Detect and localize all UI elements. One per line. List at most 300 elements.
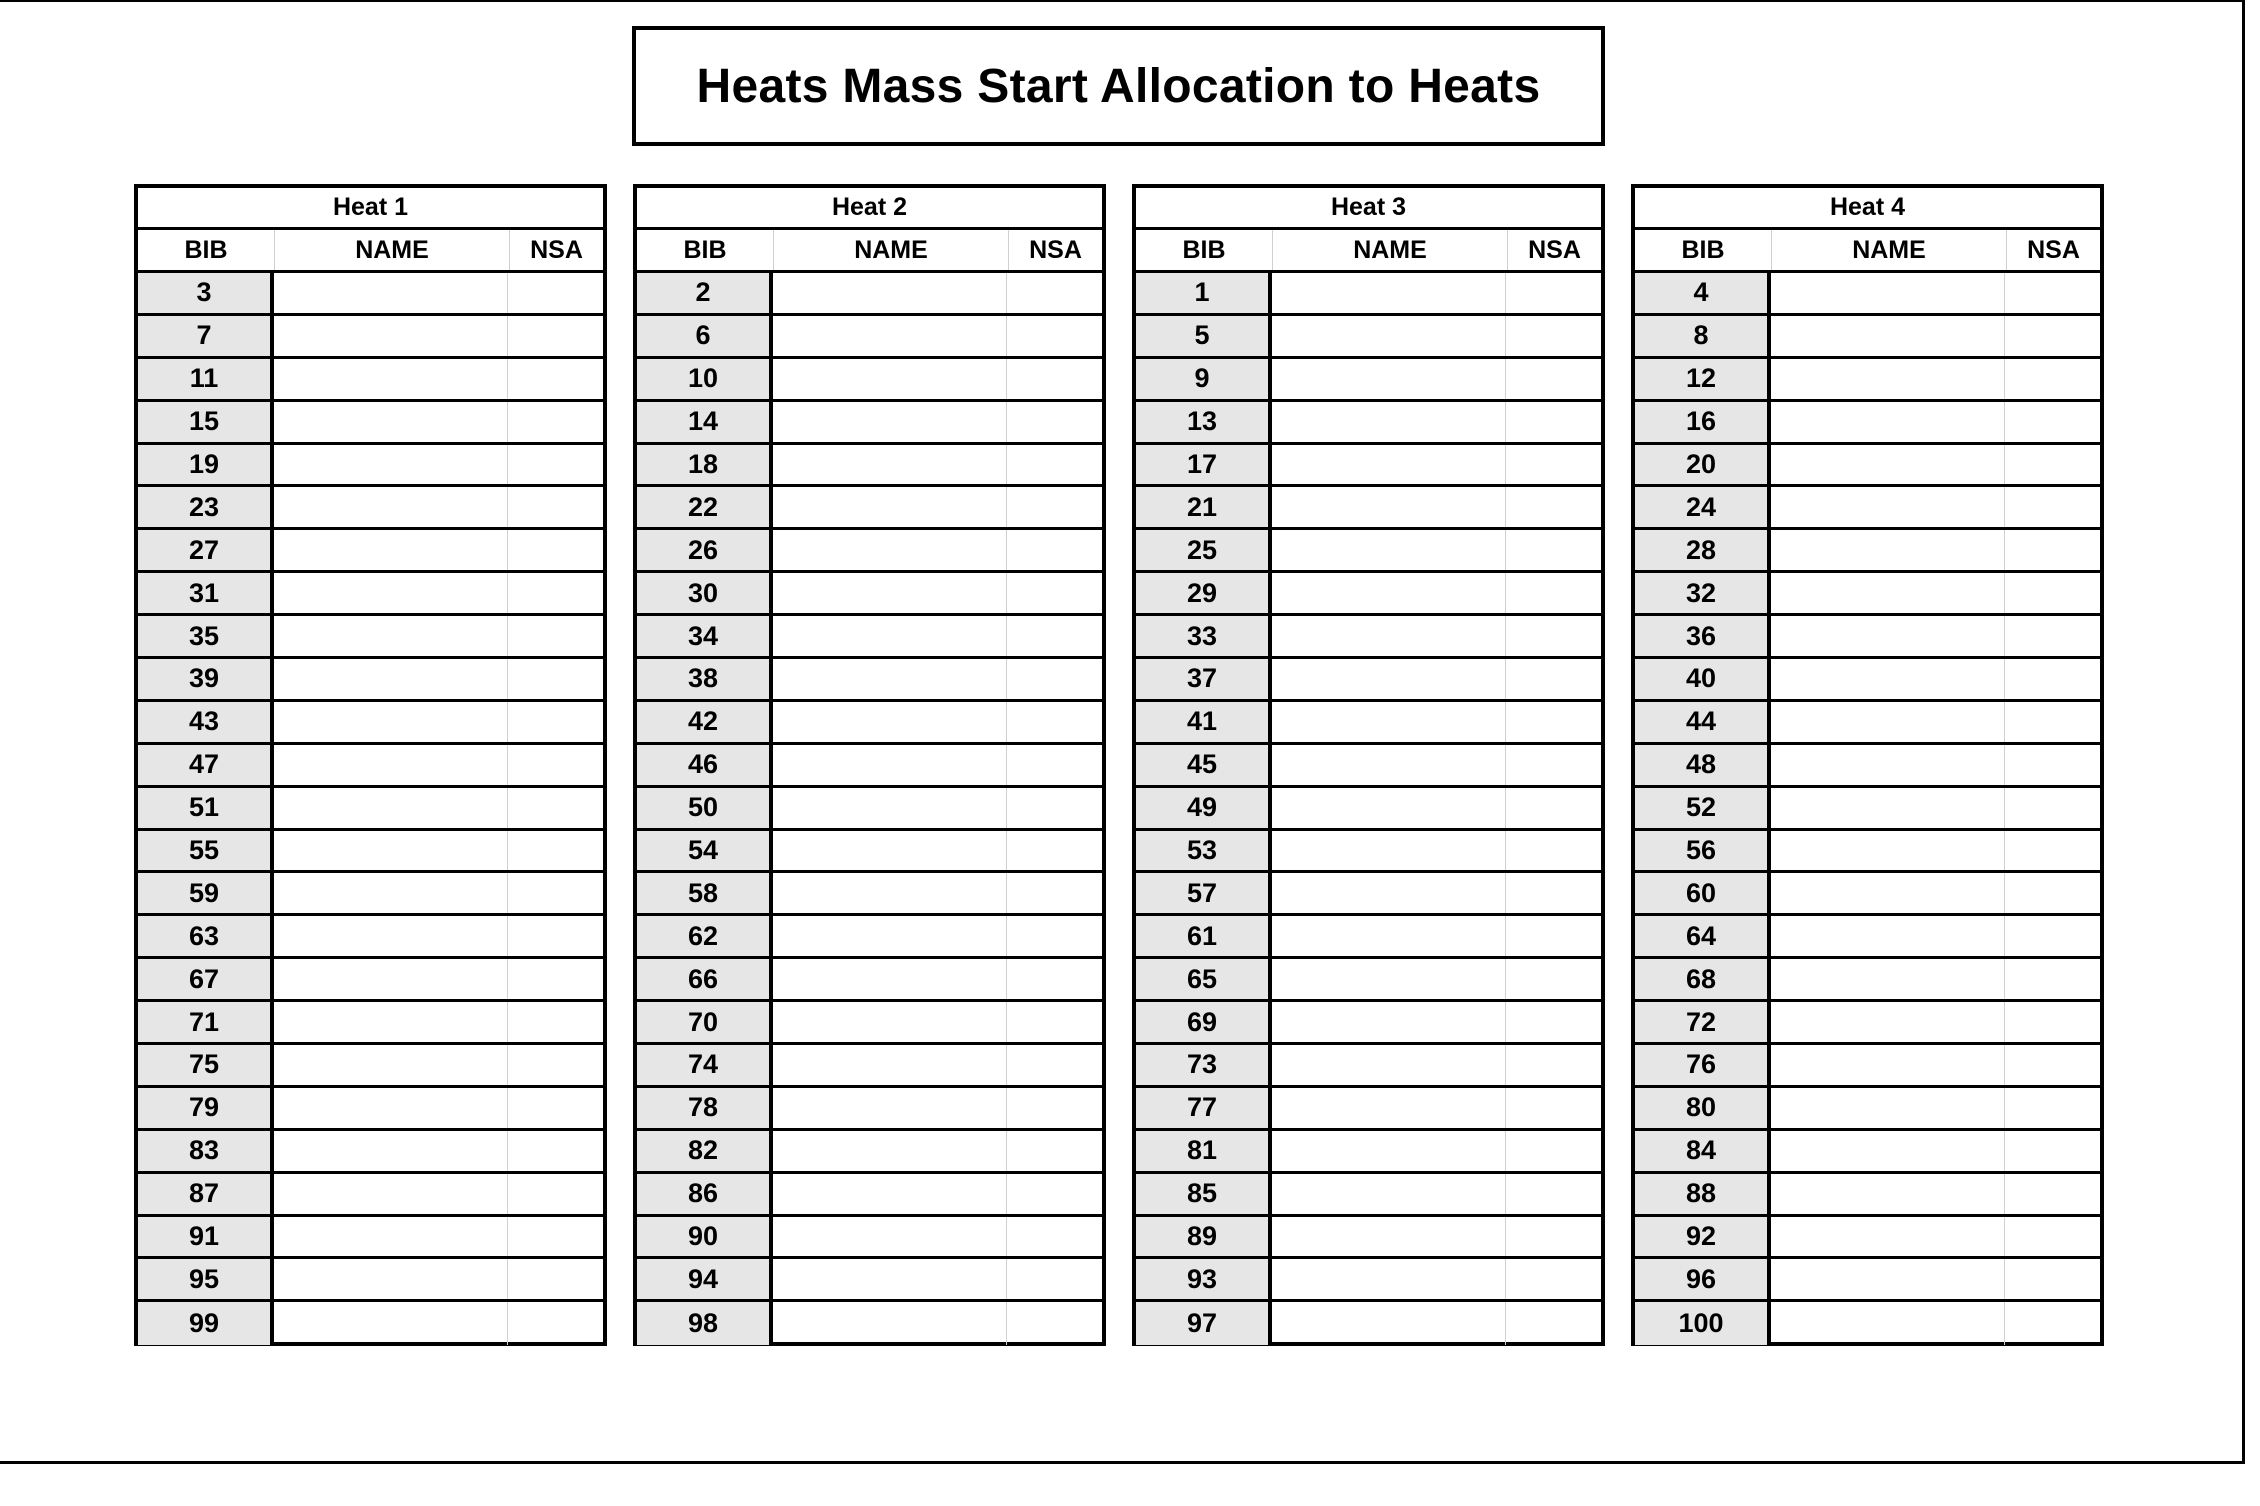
bib-cell: 80 bbox=[1635, 1088, 1771, 1128]
table-row bbox=[1635, 445, 2100, 488]
name-cell[interactable] bbox=[274, 873, 508, 913]
name-cell[interactable] bbox=[274, 659, 508, 699]
name-cell[interactable] bbox=[773, 702, 1007, 742]
nsa-cell[interactable] bbox=[1007, 402, 1102, 442]
bib-cell: 100 bbox=[1635, 1302, 1771, 1345]
nsa-cell[interactable] bbox=[1007, 616, 1102, 656]
nsa-cell[interactable] bbox=[1007, 1045, 1102, 1085]
nsa-cell[interactable] bbox=[1506, 1217, 1601, 1257]
table-row bbox=[1136, 273, 1601, 316]
name-cell[interactable] bbox=[1771, 616, 2005, 656]
bib-cell: 13 bbox=[1136, 402, 1272, 442]
name-cell[interactable] bbox=[1272, 1088, 1506, 1128]
nsa-cell[interactable] bbox=[508, 616, 603, 656]
bib-cell: 38 bbox=[637, 659, 773, 699]
bib-cell: 94 bbox=[637, 1259, 773, 1299]
name-cell[interactable] bbox=[1771, 1174, 2005, 1214]
column-headers bbox=[1635, 230, 2100, 273]
table-row bbox=[1136, 873, 1601, 916]
name-cell[interactable] bbox=[1771, 1045, 2005, 1085]
name-cell[interactable] bbox=[1272, 788, 1506, 828]
table-row bbox=[637, 616, 1102, 659]
bib-cell: 96 bbox=[1635, 1259, 1771, 1299]
name-cell[interactable] bbox=[1771, 1131, 2005, 1171]
bib-header: BIB bbox=[1635, 230, 1772, 270]
bib-cell: 31 bbox=[138, 573, 274, 613]
name-cell[interactable] bbox=[1771, 402, 2005, 442]
nsa-cell[interactable] bbox=[508, 445, 603, 485]
name-cell[interactable] bbox=[1771, 273, 2005, 313]
table-row bbox=[637, 745, 1102, 788]
name-cell[interactable] bbox=[773, 273, 1007, 313]
name-cell[interactable] bbox=[274, 616, 508, 656]
name-cell[interactable] bbox=[1771, 916, 2005, 956]
nsa-cell[interactable] bbox=[2005, 445, 2100, 485]
nsa-cell[interactable] bbox=[1506, 1174, 1601, 1214]
name-cell[interactable] bbox=[1272, 959, 1506, 999]
name-cell[interactable] bbox=[274, 273, 508, 313]
bib-cell: 71 bbox=[138, 1002, 274, 1042]
nsa-cell[interactable] bbox=[1007, 1131, 1102, 1171]
nsa-cell[interactable] bbox=[508, 402, 603, 442]
nsa-cell[interactable] bbox=[1506, 445, 1601, 485]
table-row bbox=[637, 316, 1102, 359]
nsa-cell[interactable] bbox=[1506, 788, 1601, 828]
name-cell[interactable] bbox=[1272, 1302, 1506, 1345]
bib-cell: 43 bbox=[138, 702, 274, 742]
nsa-cell[interactable] bbox=[1007, 359, 1102, 399]
nsa-cell[interactable] bbox=[1007, 530, 1102, 570]
table-row bbox=[637, 1174, 1102, 1217]
nsa-cell[interactable] bbox=[508, 316, 603, 356]
name-cell[interactable] bbox=[1771, 745, 2005, 785]
table-row bbox=[138, 959, 603, 1002]
nsa-cell[interactable] bbox=[508, 273, 603, 313]
nsa-cell[interactable] bbox=[508, 788, 603, 828]
heat-rows bbox=[138, 273, 603, 1345]
nsa-cell[interactable] bbox=[508, 959, 603, 999]
name-cell[interactable] bbox=[1272, 1259, 1506, 1299]
name-cell[interactable] bbox=[773, 402, 1007, 442]
bib-cell: 30 bbox=[637, 573, 773, 613]
nsa-cell[interactable] bbox=[1007, 445, 1102, 485]
table-row bbox=[637, 1002, 1102, 1045]
bib-cell: 63 bbox=[138, 916, 274, 956]
table-row bbox=[1635, 702, 2100, 745]
heat-title: Heat 2 bbox=[637, 188, 1102, 230]
name-cell[interactable] bbox=[1272, 1217, 1506, 1257]
name-cell[interactable] bbox=[274, 402, 508, 442]
bib-cell: 26 bbox=[637, 530, 773, 570]
nsa-cell[interactable] bbox=[508, 487, 603, 527]
name-cell[interactable] bbox=[1771, 831, 2005, 871]
nsa-cell[interactable] bbox=[1506, 745, 1601, 785]
bib-cell: 73 bbox=[1136, 1045, 1272, 1085]
heat-rows bbox=[1635, 273, 2100, 1345]
bib-cell: 93 bbox=[1136, 1259, 1272, 1299]
name-cell[interactable] bbox=[773, 1045, 1007, 1085]
nsa-cell[interactable] bbox=[1007, 831, 1102, 871]
table-row bbox=[1136, 487, 1601, 530]
nsa-cell[interactable] bbox=[1007, 1088, 1102, 1128]
name-cell[interactable] bbox=[773, 659, 1007, 699]
name-cell[interactable] bbox=[274, 831, 508, 871]
table-row bbox=[1136, 359, 1601, 402]
nsa-cell[interactable] bbox=[1007, 487, 1102, 527]
nsa-cell[interactable] bbox=[508, 702, 603, 742]
name-cell[interactable] bbox=[1272, 1174, 1506, 1214]
nsa-cell[interactable] bbox=[2005, 1002, 2100, 1042]
bib-cell: 86 bbox=[637, 1174, 773, 1214]
name-cell[interactable] bbox=[274, 487, 508, 527]
nsa-cell[interactable] bbox=[508, 659, 603, 699]
name-cell[interactable] bbox=[1272, 916, 1506, 956]
bib-cell: 60 bbox=[1635, 873, 1771, 913]
nsa-cell[interactable] bbox=[508, 916, 603, 956]
nsa-cell[interactable] bbox=[1506, 530, 1601, 570]
bib-cell: 12 bbox=[1635, 359, 1771, 399]
table-row bbox=[1136, 959, 1601, 1002]
bib-cell: 11 bbox=[138, 359, 274, 399]
nsa-cell[interactable] bbox=[2005, 1131, 2100, 1171]
name-cell[interactable] bbox=[274, 959, 508, 999]
name-header: NAME bbox=[774, 230, 1009, 270]
bib-cell: 99 bbox=[138, 1302, 274, 1345]
name-cell[interactable] bbox=[274, 573, 508, 613]
name-cell[interactable] bbox=[773, 445, 1007, 485]
nsa-cell[interactable] bbox=[508, 1302, 603, 1345]
nsa-cell[interactable] bbox=[2005, 530, 2100, 570]
table-row bbox=[637, 1302, 1102, 1345]
table-row bbox=[1635, 573, 2100, 616]
name-cell[interactable] bbox=[274, 530, 508, 570]
nsa-cell[interactable] bbox=[2005, 316, 2100, 356]
nsa-cell[interactable] bbox=[1007, 1259, 1102, 1299]
table-row bbox=[138, 1302, 603, 1345]
nsa-cell[interactable] bbox=[508, 1088, 603, 1128]
nsa-cell[interactable] bbox=[2005, 359, 2100, 399]
nsa-cell[interactable] bbox=[508, 831, 603, 871]
name-cell[interactable] bbox=[773, 359, 1007, 399]
name-cell[interactable] bbox=[773, 1002, 1007, 1042]
name-cell[interactable] bbox=[1771, 445, 2005, 485]
name-cell[interactable] bbox=[773, 1302, 1007, 1345]
bib-header: BIB bbox=[637, 230, 774, 270]
name-cell[interactable] bbox=[773, 831, 1007, 871]
bib-cell: 39 bbox=[138, 659, 274, 699]
nsa-cell[interactable] bbox=[1506, 1088, 1601, 1128]
table-row bbox=[1635, 616, 2100, 659]
nsa-cell[interactable] bbox=[2005, 788, 2100, 828]
nsa-cell[interactable] bbox=[2005, 1174, 2100, 1214]
nsa-cell[interactable] bbox=[1506, 573, 1601, 613]
nsa-cell[interactable] bbox=[1007, 1174, 1102, 1214]
table-row bbox=[138, 831, 603, 874]
nsa-cell[interactable] bbox=[508, 573, 603, 613]
name-cell[interactable] bbox=[1771, 659, 2005, 699]
nsa-cell[interactable] bbox=[2005, 1088, 2100, 1128]
nsa-cell[interactable] bbox=[1007, 1002, 1102, 1042]
name-cell[interactable] bbox=[1771, 1302, 2005, 1345]
table-row bbox=[1635, 745, 2100, 788]
name-cell[interactable] bbox=[773, 745, 1007, 785]
table-row bbox=[637, 487, 1102, 530]
name-cell[interactable] bbox=[274, 702, 508, 742]
name-cell[interactable] bbox=[773, 316, 1007, 356]
bib-cell: 3 bbox=[138, 273, 274, 313]
table-row bbox=[1635, 1088, 2100, 1131]
bib-cell: 58 bbox=[637, 873, 773, 913]
nsa-cell[interactable] bbox=[508, 1131, 603, 1171]
name-cell[interactable] bbox=[773, 1259, 1007, 1299]
table-row bbox=[1635, 530, 2100, 573]
nsa-cell[interactable] bbox=[2005, 916, 2100, 956]
name-cell[interactable] bbox=[274, 445, 508, 485]
name-cell[interactable] bbox=[773, 1131, 1007, 1171]
table-row bbox=[138, 273, 603, 316]
column-headers bbox=[138, 230, 603, 273]
name-cell[interactable] bbox=[773, 873, 1007, 913]
name-cell[interactable] bbox=[1771, 1088, 2005, 1128]
nsa-cell[interactable] bbox=[2005, 831, 2100, 871]
table-row bbox=[1136, 402, 1601, 445]
name-cell[interactable] bbox=[1272, 1131, 1506, 1171]
nsa-cell[interactable] bbox=[1506, 916, 1601, 956]
table-row bbox=[1136, 788, 1601, 831]
nsa-cell[interactable] bbox=[2005, 959, 2100, 999]
name-cell[interactable] bbox=[1272, 616, 1506, 656]
name-cell[interactable] bbox=[1272, 702, 1506, 742]
nsa-cell[interactable] bbox=[1007, 873, 1102, 913]
bib-cell: 33 bbox=[1136, 616, 1272, 656]
table-row bbox=[138, 1045, 603, 1088]
table-row bbox=[138, 702, 603, 745]
table-row bbox=[138, 616, 603, 659]
bib-cell: 23 bbox=[138, 487, 274, 527]
name-cell[interactable] bbox=[274, 1302, 508, 1345]
name-cell[interactable] bbox=[1771, 788, 2005, 828]
bib-cell: 70 bbox=[637, 1002, 773, 1042]
nsa-cell[interactable] bbox=[2005, 487, 2100, 527]
name-cell[interactable] bbox=[773, 959, 1007, 999]
nsa-cell[interactable] bbox=[508, 1259, 603, 1299]
nsa-cell[interactable] bbox=[1506, 1045, 1601, 1085]
table-row bbox=[1136, 916, 1601, 959]
bib-cell: 44 bbox=[1635, 702, 1771, 742]
nsa-cell[interactable] bbox=[1506, 959, 1601, 999]
nsa-cell[interactable] bbox=[1506, 1259, 1601, 1299]
name-cell[interactable] bbox=[1272, 831, 1506, 871]
nsa-cell[interactable] bbox=[1007, 573, 1102, 613]
nsa-cell[interactable] bbox=[1007, 702, 1102, 742]
name-cell[interactable] bbox=[274, 1088, 508, 1128]
name-cell[interactable] bbox=[274, 1174, 508, 1214]
bib-cell: 36 bbox=[1635, 616, 1771, 656]
name-cell[interactable] bbox=[773, 487, 1007, 527]
name-cell[interactable] bbox=[274, 745, 508, 785]
table-row bbox=[1136, 831, 1601, 874]
nsa-cell[interactable] bbox=[1007, 1302, 1102, 1345]
nsa-cell[interactable] bbox=[1506, 487, 1601, 527]
table-row bbox=[138, 530, 603, 573]
table-row bbox=[1136, 530, 1601, 573]
nsa-cell[interactable] bbox=[1506, 1302, 1601, 1345]
nsa-cell[interactable] bbox=[1506, 659, 1601, 699]
name-cell[interactable] bbox=[274, 916, 508, 956]
nsa-cell[interactable] bbox=[2005, 573, 2100, 613]
name-cell[interactable] bbox=[1771, 530, 2005, 570]
nsa-cell[interactable] bbox=[1506, 702, 1601, 742]
name-cell[interactable] bbox=[1272, 1045, 1506, 1085]
nsa-cell[interactable] bbox=[2005, 873, 2100, 913]
name-cell[interactable] bbox=[773, 1217, 1007, 1257]
bib-cell: 2 bbox=[637, 273, 773, 313]
table-row bbox=[1136, 1302, 1601, 1345]
name-cell[interactable] bbox=[274, 788, 508, 828]
name-cell[interactable] bbox=[1272, 745, 1506, 785]
nsa-cell[interactable] bbox=[508, 530, 603, 570]
table-row bbox=[1136, 1217, 1601, 1260]
bib-cell: 57 bbox=[1136, 873, 1272, 913]
nsa-cell[interactable] bbox=[2005, 402, 2100, 442]
table-row bbox=[637, 1217, 1102, 1260]
name-cell[interactable] bbox=[274, 1131, 508, 1171]
table-row bbox=[138, 1217, 603, 1260]
nsa-cell[interactable] bbox=[508, 1045, 603, 1085]
name-cell[interactable] bbox=[773, 1088, 1007, 1128]
nsa-cell[interactable] bbox=[1007, 659, 1102, 699]
nsa-cell[interactable] bbox=[508, 1217, 603, 1257]
nsa-cell[interactable] bbox=[1007, 273, 1102, 313]
name-cell[interactable] bbox=[274, 1259, 508, 1299]
nsa-cell[interactable] bbox=[1506, 402, 1601, 442]
nsa-cell[interactable] bbox=[1506, 359, 1601, 399]
bib-cell: 97 bbox=[1136, 1302, 1272, 1345]
nsa-cell[interactable] bbox=[1007, 745, 1102, 785]
nsa-cell[interactable] bbox=[2005, 1045, 2100, 1085]
name-cell[interactable] bbox=[773, 1174, 1007, 1214]
name-header: NAME bbox=[1772, 230, 2007, 270]
name-cell[interactable] bbox=[1771, 1002, 2005, 1042]
nsa-cell[interactable] bbox=[508, 873, 603, 913]
name-cell[interactable] bbox=[773, 916, 1007, 956]
name-cell[interactable] bbox=[274, 1002, 508, 1042]
nsa-cell[interactable] bbox=[1506, 1131, 1601, 1171]
name-cell[interactable] bbox=[1771, 359, 2005, 399]
name-cell[interactable] bbox=[1272, 316, 1506, 356]
name-cell[interactable] bbox=[1272, 445, 1506, 485]
nsa-cell[interactable] bbox=[2005, 616, 2100, 656]
nsa-cell[interactable] bbox=[1506, 873, 1601, 913]
bib-cell: 62 bbox=[637, 916, 773, 956]
nsa-cell[interactable] bbox=[508, 359, 603, 399]
name-cell[interactable] bbox=[1272, 573, 1506, 613]
bib-cell: 88 bbox=[1635, 1174, 1771, 1214]
table-row bbox=[1136, 659, 1601, 702]
nsa-cell[interactable] bbox=[1007, 1217, 1102, 1257]
name-cell[interactable] bbox=[773, 530, 1007, 570]
name-cell[interactable] bbox=[773, 573, 1007, 613]
nsa-cell[interactable] bbox=[508, 1174, 603, 1214]
bib-cell: 1 bbox=[1136, 273, 1272, 313]
name-cell[interactable] bbox=[1771, 959, 2005, 999]
name-cell[interactable] bbox=[1272, 1002, 1506, 1042]
nsa-cell[interactable] bbox=[508, 745, 603, 785]
table-row bbox=[138, 1174, 603, 1217]
heat-table-2 bbox=[633, 184, 1106, 1346]
nsa-cell[interactable] bbox=[2005, 659, 2100, 699]
nsa-cell[interactable] bbox=[2005, 1259, 2100, 1299]
nsa-cell[interactable] bbox=[508, 1002, 603, 1042]
table-row bbox=[637, 273, 1102, 316]
name-cell[interactable] bbox=[1272, 487, 1506, 527]
name-cell[interactable] bbox=[274, 1045, 508, 1085]
nsa-cell[interactable] bbox=[1506, 273, 1601, 313]
name-cell[interactable] bbox=[1771, 487, 2005, 527]
nsa-cell[interactable] bbox=[1506, 831, 1601, 871]
bib-cell: 98 bbox=[637, 1302, 773, 1345]
bib-cell: 49 bbox=[1136, 788, 1272, 828]
name-cell[interactable] bbox=[1771, 316, 2005, 356]
name-cell[interactable] bbox=[1272, 359, 1506, 399]
name-cell[interactable] bbox=[1272, 659, 1506, 699]
bib-cell: 5 bbox=[1136, 316, 1272, 356]
nsa-cell[interactable] bbox=[1007, 916, 1102, 956]
name-cell[interactable] bbox=[1771, 873, 2005, 913]
name-cell[interactable] bbox=[773, 616, 1007, 656]
nsa-cell[interactable] bbox=[2005, 1217, 2100, 1257]
nsa-cell[interactable] bbox=[1007, 316, 1102, 356]
name-cell[interactable] bbox=[1272, 273, 1506, 313]
nsa-cell[interactable] bbox=[1506, 316, 1601, 356]
table-row bbox=[1635, 1045, 2100, 1088]
nsa-cell[interactable] bbox=[2005, 273, 2100, 313]
name-cell[interactable] bbox=[274, 1217, 508, 1257]
name-cell[interactable] bbox=[274, 316, 508, 356]
table-row bbox=[1136, 573, 1601, 616]
nsa-cell[interactable] bbox=[1506, 1002, 1601, 1042]
table-row bbox=[637, 1088, 1102, 1131]
bib-cell: 25 bbox=[1136, 530, 1272, 570]
nsa-cell[interactable] bbox=[1007, 788, 1102, 828]
bib-cell: 29 bbox=[1136, 573, 1272, 613]
name-cell[interactable] bbox=[1771, 702, 2005, 742]
nsa-cell[interactable] bbox=[2005, 1302, 2100, 1345]
bib-cell: 40 bbox=[1635, 659, 1771, 699]
bib-cell: 67 bbox=[138, 959, 274, 999]
name-cell[interactable] bbox=[773, 788, 1007, 828]
nsa-cell[interactable] bbox=[1506, 616, 1601, 656]
table-row bbox=[138, 573, 603, 616]
nsa-cell[interactable] bbox=[1007, 959, 1102, 999]
name-cell[interactable] bbox=[1272, 873, 1506, 913]
bib-cell: 34 bbox=[637, 616, 773, 656]
name-cell[interactable] bbox=[1771, 1217, 2005, 1257]
name-cell[interactable] bbox=[1771, 573, 2005, 613]
heat-table-3 bbox=[1132, 184, 1605, 1346]
name-cell[interactable] bbox=[274, 359, 508, 399]
name-cell[interactable] bbox=[1771, 1259, 2005, 1299]
bib-cell: 54 bbox=[637, 831, 773, 871]
nsa-cell[interactable] bbox=[2005, 702, 2100, 742]
name-cell[interactable] bbox=[1272, 530, 1506, 570]
bib-cell: 19 bbox=[138, 445, 274, 485]
nsa-cell[interactable] bbox=[2005, 745, 2100, 785]
heat-title: Heat 4 bbox=[1635, 188, 2100, 230]
name-cell[interactable] bbox=[1272, 402, 1506, 442]
column-headers bbox=[1136, 230, 1601, 273]
bib-header: BIB bbox=[1136, 230, 1273, 270]
